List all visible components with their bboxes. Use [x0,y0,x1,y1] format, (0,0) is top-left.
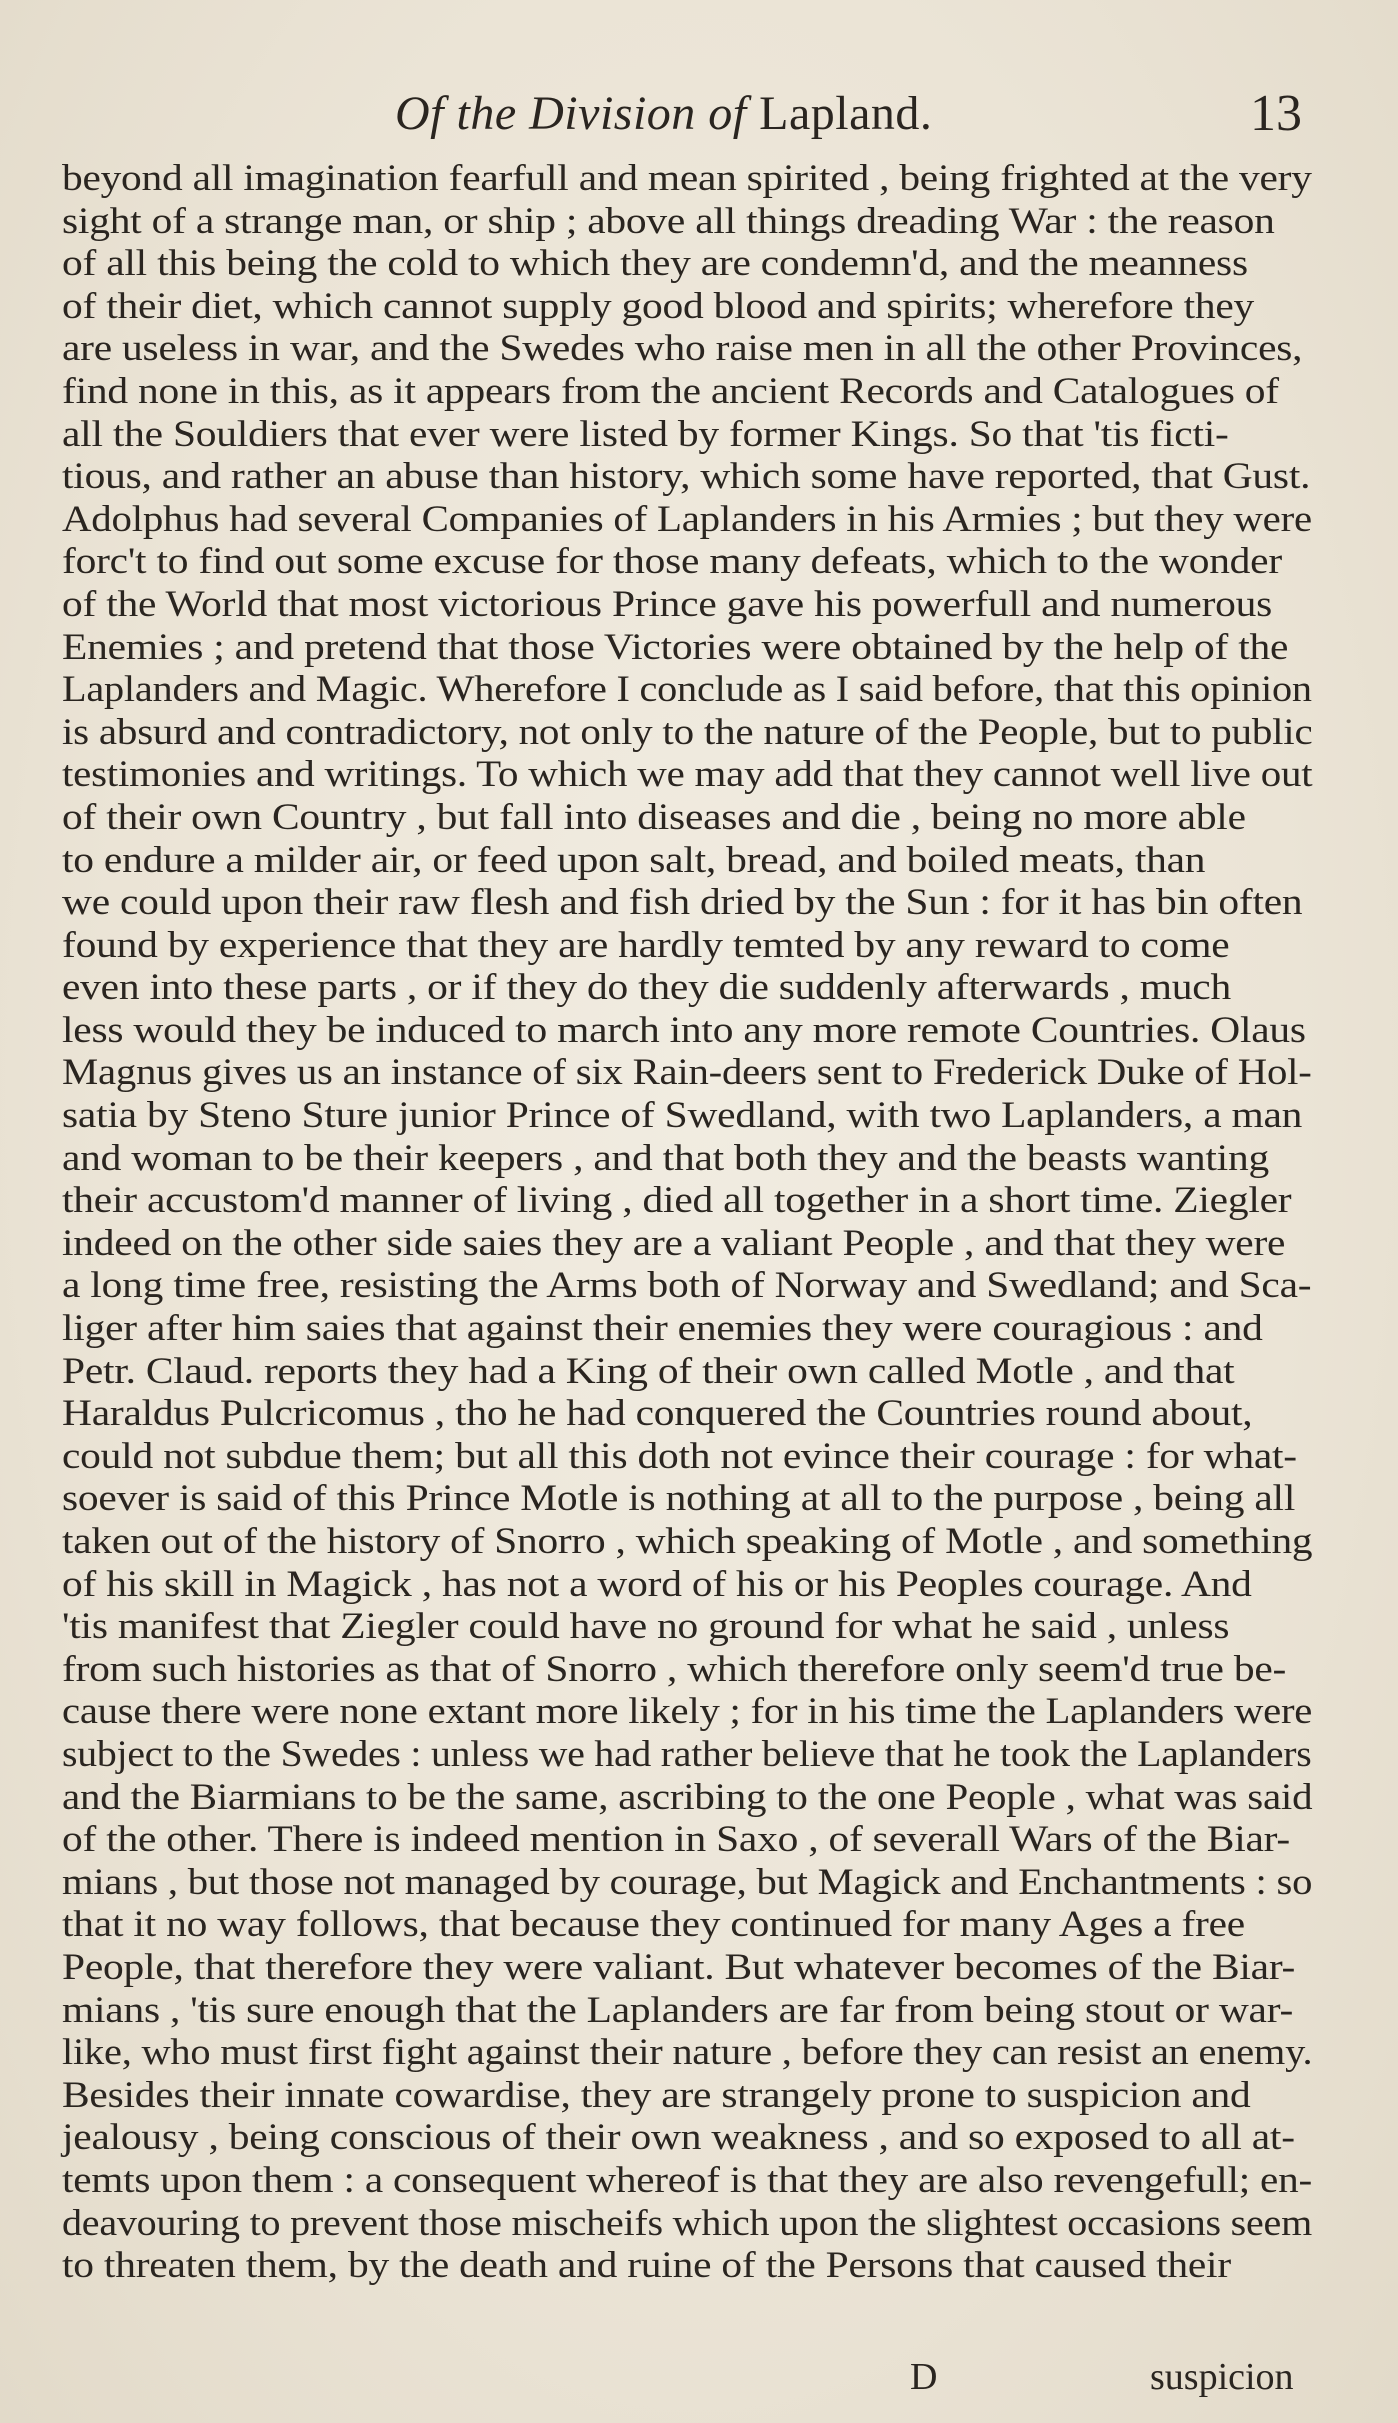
text-line: Petr. Claud. reports they had a King of their own called Motle , and that [62,1350,1235,1392]
text-line: indeed on the other side saies they are a valiant People , and that they were [62,1222,1286,1264]
text-line: taken out of the history of Snorro , which speaking of Motle , and something [62,1521,1313,1562]
text-line: beyond all imagination fearfull and mean spirited , being frighted at the very [62,158,1312,199]
text-line: Laplanders and Magic. Wherefore I conclude as I said before, that this opinion [62,669,1312,711]
text-line: sight of a strange man, or ship ; above all things dreading War : the reason [62,200,1275,242]
text-line: mians , 'tis sure enough that the Laplanders are far from being stout or war- [62,1989,1294,2031]
text-line: of their own Country , but fall into diseases and die , being no more able [62,796,1246,838]
text-line: to endure a milder air, or feed upon salt, bread, and boiled meats, than [62,839,1206,881]
text-line: of his skill in Magick , has not a word of his or his Peoples courage. And [62,1563,1252,1605]
text-line: Haraldus Pulcricomus , tho he had conquered the Countries round about, [62,1393,1253,1435]
running-title-prefix: Of the Division of [395,87,747,140]
text-line: of their diet, which cannot supply good blood and spirits; wherefore they [62,285,1255,327]
running-title-place: Lapland. [759,87,933,140]
body-text [62,158,1312,2288]
text-line: tious, and rather an abuse than history, which some have reported, that Gust. [62,456,1311,498]
text-line: Magnus gives us an instance of six Rain-deers sent to Frederick Duke of Hol- [62,1052,1312,1094]
text-line: People, that therefore they were valiant. But whatever becomes of the Biar- [62,1946,1296,1988]
page-number: 13 [1250,85,1302,142]
text-line: deavouring to prevent those mischeifs which upon the slightest occasions seem [62,2202,1312,2244]
text-line: found by experience that they are hardly temted by any reward to come [62,924,1230,966]
running-title [395,86,932,141]
text-line: their accustom'd manner of living , died all together in a short time. Ziegler [62,1180,1292,1222]
text-line: could not subdue them; but all this doth not evince their courage : for what- [62,1435,1297,1477]
text-line: is absurd and contradictory, not only to the nature of the People, but to public [62,711,1313,753]
text-line: of the World that most victorious Prince gave his powerfull and numerous [62,583,1273,625]
text-line: soever is said of this Prince Motle is nothing at all to the purpose , being all [62,1478,1296,1520]
text-line: we could upon their raw flesh and fish dried by the Sun : for it has bin often [62,882,1303,924]
page-footer [0,2355,1398,2405]
text-line: are useless in war, and the Swedes who raise men in all the other Provinces, [62,328,1303,370]
text-line: Adolphus had several Companies of Laplanders in his Armies ; but they were [62,498,1312,540]
text-line: even into these parts , or if they do they die suddenly afterwards , much [62,967,1231,1009]
text-line: from such histories as that of Snorro , which therefore only seem'd true be- [62,1648,1287,1690]
text-line: cause there were none extant more likely ; for in his time the Laplanders were [62,1691,1313,1733]
text-line: and the Biarmians to be the same, ascribing to the one People , what was said [62,1776,1313,1818]
text-line: subject to the Swedes : unless we had rather believe that he took the Laplanders [62,1733,1312,1775]
text-line: to threaten them, by the death and ruine of the Persons that caused their [62,2245,1231,2287]
catchword: suspicion [1150,2356,1294,2398]
page-header [0,78,1398,148]
text-line: mians , but those not managed by courage, but Magick and Enchantments : so [62,1861,1313,1903]
text-line: 'tis manifest that Ziegler could have no ground for what he said , unless [62,1606,1230,1648]
text-line: Enemies ; and pretend that those Victories were obtained by the help of the [62,626,1289,668]
signature-mark: D [910,2356,938,2398]
text-line: temts upon them : a consequent whereof is that they are also revengefull; en- [62,2159,1313,2201]
text-line: of all this being the cold to which they are condemn'd, and the meanness [62,243,1248,285]
text-line: find none in this, as it appears from the ancient Records and Catalogues of [62,370,1279,412]
text-line: jealousy , being conscious of their own weakness , and so exposed to all at- [62,2117,1295,2159]
text-line: and woman to be their keepers , and that both they and the beasts wanting [62,1137,1269,1179]
text-line: of the other. There is indeed mention in Saxo , of severall Wars of the Biar- [62,1819,1290,1861]
text-line: liger after him saies that against their enemies they were couragious : and [62,1308,1263,1350]
text-line: less would they be induced to march into any more remote Countries. Olaus [62,1009,1306,1051]
text-line: that it no way follows, that because they continued for many Ages a free [62,1904,1245,1946]
text-line: like, who must first fight against their nature , before they can resist an enemy. [62,2032,1313,2074]
text-line: testimonies and writings. To which we may add that they cannot well live out [62,754,1313,796]
text-line: forc't to find out some excuse for those many defeats, which to the wonder [62,541,1282,583]
text-line: Besides their innate cowardise, they are strangely prone to suspicion and [62,2074,1251,2116]
text-line: satia by Steno Sture junior Prince of Swedland, with two Laplanders, a man [62,1095,1303,1137]
text-line: a long time free, resisting the Arms both of Norway and Swedland; and Sca- [62,1265,1312,1307]
text-line: all the Souldiers that ever were listed by former Kings. So that 'tis ficti- [62,413,1229,455]
